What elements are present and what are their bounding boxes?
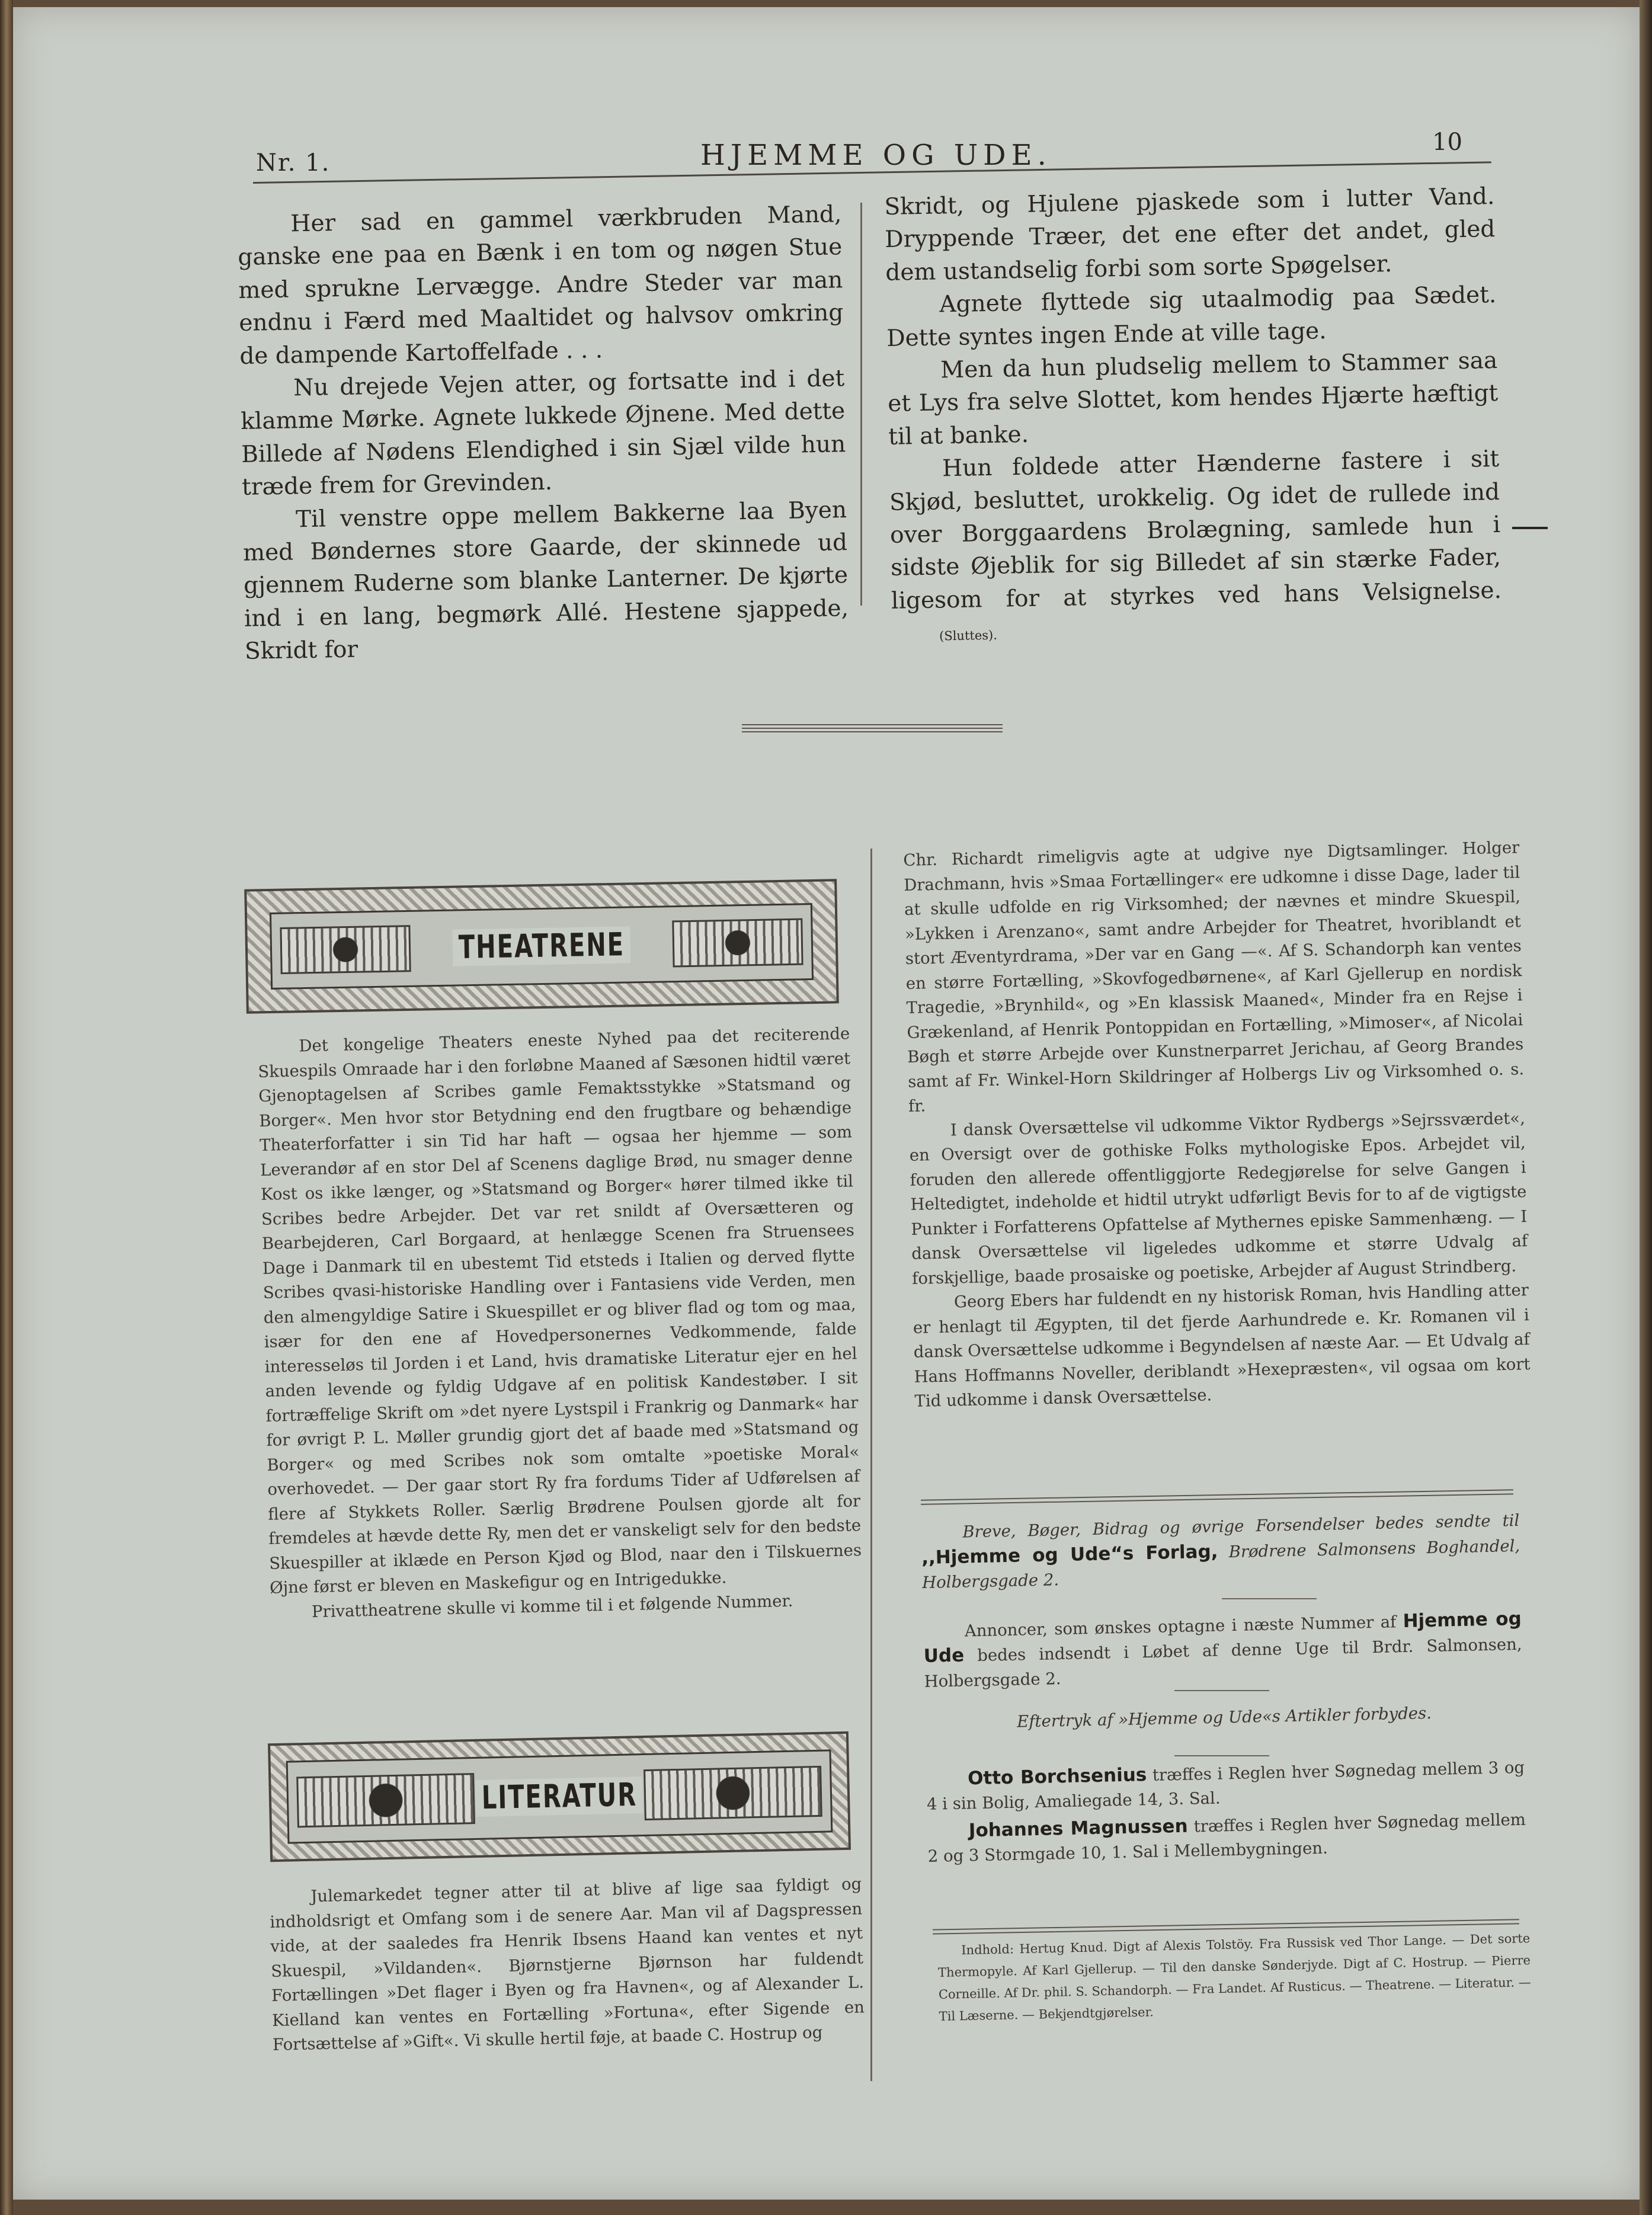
ornament-left-icon: [280, 925, 411, 974]
editor-hours: [927, 1807, 1527, 1869]
ads-notice-address: bedes indsendt i Løbet af denne Uge til Brdr. Salmonsen, Holbergsgade 2.: [924, 1634, 1522, 1691]
column-divider: [870, 849, 872, 2081]
section-separator: [742, 724, 1003, 735]
contents-list: Hertug Knud. Digt af Alexis Tolstöy. Fra Russisk ved Thor Lange. — Det sorte Thermopyle. Af Karl Gjellerup. — Til den danske Sønderjyde. Digt af C. Hostrup. — Pierre Corneille. Af Dr. phil. S. Schandorph. — Fra Landet. Af Rusticus. — Theatrene. — Literatur. — Til Læserne. — Bekjendtgjørelser.: [937, 1931, 1531, 2024]
letters-notice-text: Breve, Bøger, Bidrag og øvrige Forsendelser bedes sendte til: [962, 1510, 1520, 1542]
theatre-paragraph: Privattheatrene skulle vi komme til i et følgende Nummer.: [311, 1591, 793, 1621]
literature-right-column: [903, 836, 1531, 1414]
story-paragraph: [889, 443, 1503, 654]
theatre-heading-banner: [244, 879, 839, 1013]
notices-block: [921, 1509, 1526, 1870]
story-continuation: Skridt, og Hjulene pjaskede som i lutter Vand. Dryppende Træer, det ene efter det andet, gled dem ustandselig forbi som sorte Spøgelser.: [884, 183, 1496, 286]
book-binding-left: [0, 0, 13, 2215]
short-rule: [1222, 1598, 1317, 1599]
reprint-notice-text: Eftertryk af »Hjemme og Ude«s Artikler forbydes.: [1016, 1704, 1432, 1731]
contents-label: Indhold:: [961, 1942, 1014, 1958]
story-paragraph: Agnete flyttede sig utaalmodig paa Sædet. Dette syntes ingen Ende at ville tage.: [886, 281, 1497, 352]
editor-name: Johannes Magnussen: [968, 1815, 1188, 1841]
ornament-left-icon: [296, 1773, 475, 1827]
story-last-paragraph-text: Hun foldede atter Hænderne fastere i sit Skjød, besluttet, urokkelig. Og idet de rullede ind over Borggaardens Brolægning, samlede hun i sidste Øjeblik for sig Billedet af sin stærke Fader, ligesom for at styrkes ved hans Velsignelse.: [889, 446, 1502, 614]
short-rule: [1174, 1755, 1269, 1756]
letters-notice-address: Brødrene Salmonsens Boghandel, Holbergsgade 2.: [921, 1536, 1520, 1592]
issue-number: Nr. 1.: [256, 149, 331, 177]
book-edge-right: [1640, 0, 1652, 2215]
literature-left-column: [269, 1872, 865, 2057]
paper-name: Hjemme og Ude: [923, 1608, 1522, 1667]
letters-notice: [921, 1509, 1520, 1596]
literature-heading-banner: [268, 1731, 851, 1862]
literature-paragraph: Chr. Richardt rimeligvis agte at udgive nye Digtsamlinger. Holger Drachmann, hvis »Smaa Fortællinger« ere udkomne i disse Dage, lader til at skulle udfolde en rig Virksomhed; der nævnes et mindre Skuespil, »Lykken i Arenzano«, samt andre Arbejder for Theatret, hvoriblandt et stort Æventyrdrama, »Der var en Gang —«. Af S. Schandorph kan ventes en større Fortælling, »Skovfogedbørnene«, af Karl Gjellerup en nordisk Tragedie, »Brynhild«, og »En klassisk Maaned«, Minder fra en Rejse i Grækenland, af Henrik Pontoppidan en Fortælling, »Mimoser«, af Nicolai Bøgh et større Arbejde over Kunstnerparret Jerichau, af Georg Brandes samt af Fr. Winkel-Horn Skildringer af Holbergs Liv og Virksomhed o. s. fr.: [903, 838, 1525, 1116]
newspaper-page: [13, 7, 1640, 2200]
literature-paragraph: Julemarkedet tegner atter til at blive af lige saa fyldigt og indholdsrigt et Omfang som i de senere Aar. Man vil af Dagspressen vide, at der saaledes fra Henrik Ibsens Haand kan ventes et nyt Skuespil, »Vildanden«. Bjørnstjerne Bjørnson har fuldendt Fortællingen »Det flager i Byen og fra Havnen«, og af Alexander L. Kielland kan ventes en Fortælling »Fortuna«, efter Sigende en Fortsættelse af »Gift«. Vi skulle hertil føje, at baade C. Hostrup og: [270, 1874, 865, 2054]
editor-hours-text: træffes i Reglen hver Søgnedag mellem 3 og 4 i sin Bolig, Amaliegade 14, 3. Sal.: [926, 1758, 1525, 1814]
literature-paragraph: I dansk Oversættelse vil udkomme Viktor Rydbergs »Sejrssværdet«, en Oversigt over de gothiske Folks mythologiske Epos. Arbejdet vil, foruden den allerede offentliggjorte Redegjørelse for selve Gangen i Heltedigtet, indeholde et hidtil utrykt udførligt Bevis for to af de vigtigste Punkter i Forfatterens Opfattelse af Mythernes episke Sammenhæng. — I dansk Oversættelse vil ligeledes udkomme et større Udvalg af forskjellige, baade prosaiske og poetiske, Arbejder af August Strindberg.: [909, 1108, 1528, 1288]
reprint-notice: [925, 1699, 1524, 1737]
literature-paragraph: Georg Ebers har fuldendt en ny historisk Roman, hvis Handling atter er henlagt til Ægypten, til det fjerde Aarhundrede e. Kr. Romanen vil i dansk Oversættelse udkomme i Begyndelsen af næste Aar. — Et Udvalg af Hans Hoffmanns Noveller, deriblandt »Hexepræsten«, vil ogsaa om kort Tid udkomme i dansk Oversættelse.: [913, 1281, 1531, 1411]
notices-separator: [921, 1489, 1513, 1505]
ads-notice: [923, 1606, 1522, 1694]
story-left-column: [237, 198, 849, 668]
short-rule: [1174, 1690, 1269, 1691]
publisher-name: ,,Hjemme og Ude“s Forlag,: [921, 1541, 1218, 1569]
ads-notice-text: Annoncer, som ønskes optagne i næste Nummer af: [964, 1612, 1397, 1640]
editor-name: Otto Borchsenius: [967, 1763, 1147, 1789]
story-paragraph: Men da hun pludselig mellem to Stammer saa et Lys fra selve Slottet, kom hendes Hjærte hæftigt til at banke.: [887, 347, 1499, 450]
theatre-column: [257, 1022, 863, 1625]
ornament-right-icon: [643, 1766, 822, 1820]
ornament-right-icon: [672, 918, 803, 968]
story-paragraph: Nu drejede Vejen atter, og fortsatte ind i det klamme Mørke. Agnete lukkede Øjnene. Med dette Billede af Nødens Elendighed i sin Sjæl vilde hun træde frem for Grevinden.: [240, 365, 846, 501]
theatre-heading-frame: [270, 903, 814, 990]
story-right-column: [884, 180, 1502, 654]
theatre-heading: THEATRENE: [452, 926, 630, 966]
story-paragraph: Til venstre oppe mellem Bakkerne laa Byen med Bøndernes store Gaarde, der skinnede ud gjennem Ruderne som blanke Lanterner. De kjørte ind i en lang, begmørk Allé. Hestene sjappede, Skridt for: [242, 496, 849, 665]
to-be-continued-note: (Sluttes).: [939, 628, 998, 644]
margin-mark: [1512, 527, 1548, 529]
theatre-paragraph: Det kongelige Theaters eneste Nyhed paa det reciterende Skuespils Omraade har i den forløbne Maaned af Sæsonen hidtil været Gjenoptagelsen af Scribes gamle Femaktsstykke »Statsmand og Borger«. Men hvor stor Betydning end den frugtbare og behændige Theaterforfatter i sin Tid har haft — ogsaa her hjemme — som Leverandør af en stor Del af Scenens daglige Brød, nu smager denne Kost os ikke længer, og »Statsmand og Borger« hører tilmed ikke til Scribes bedre Arbejder. Det var ret snildt af Oversætteren og Bearbejderen, Carl Borgaard, at henlægge Scenen fra Struensees Dage i Danmark til en ubestemt Tid etsteds i Italien og derved flytte Scribes qvasi-historiske Handling over i Fantasiens vide Verden, men den almengyldige Satire i Skuespillet er og bliver flad og tom og maa, især for den ene af Hovedpersonernes Vedkommende, falde interesseløs til Jorden i et Land, hvis dramatiske Literatur ejer en hel anden levende og fyldig Udgave af en politisk Kandestøber. I sit fortræffelige Skrift om »det nyere Lystspil i Frankrig og Danmark« har for øvrigt P. L. Møller grundig gjort det af baade med »Statsmand og Borger« og med Scribes nok som omtalte »poetiske Moral« overhovedet. — Der gaar stort Ry fra fordums Tider af Udførelsen af flere af Stykkets Roller. Særlig Brødrene Poulsen gjorde alt for fremdeles at hævde dette Ry, men det er vanskeligt selv for den bedste Skuespiller at iklæde en Person Kjød og Blod, naar den i Tilskuernes Øjne først er bleven en Maskefigur og en Intrigedukke.: [258, 1024, 862, 1598]
column-divider: [860, 203, 862, 606]
literature-heading-frame: [286, 1749, 833, 1843]
contents-block: [937, 1928, 1532, 2028]
literature-heading: LITERATUR: [475, 1777, 643, 1817]
contents-paragraph: [937, 1928, 1532, 2028]
masthead-title: HJEMME OG UDE.: [700, 139, 1052, 172]
page-number: 10: [1432, 129, 1462, 156]
editor-hours-text: træffes i Reglen hver Søgnedag mellem 2 og 3 Stormgade 10, 1. Sal i Mellembygningen.: [927, 1810, 1526, 1866]
story-paragraph: Her sad en gammel værkbruden Mand, ganske ene paa en Bænk i en tom og nøgen Stue med sprukne Lervægge. Andre Steder var man endnu i Færd med Maaltidet og halvsov omkring de dampende Kartoffelfade . . .: [238, 201, 844, 370]
editor-hours: [926, 1755, 1526, 1817]
